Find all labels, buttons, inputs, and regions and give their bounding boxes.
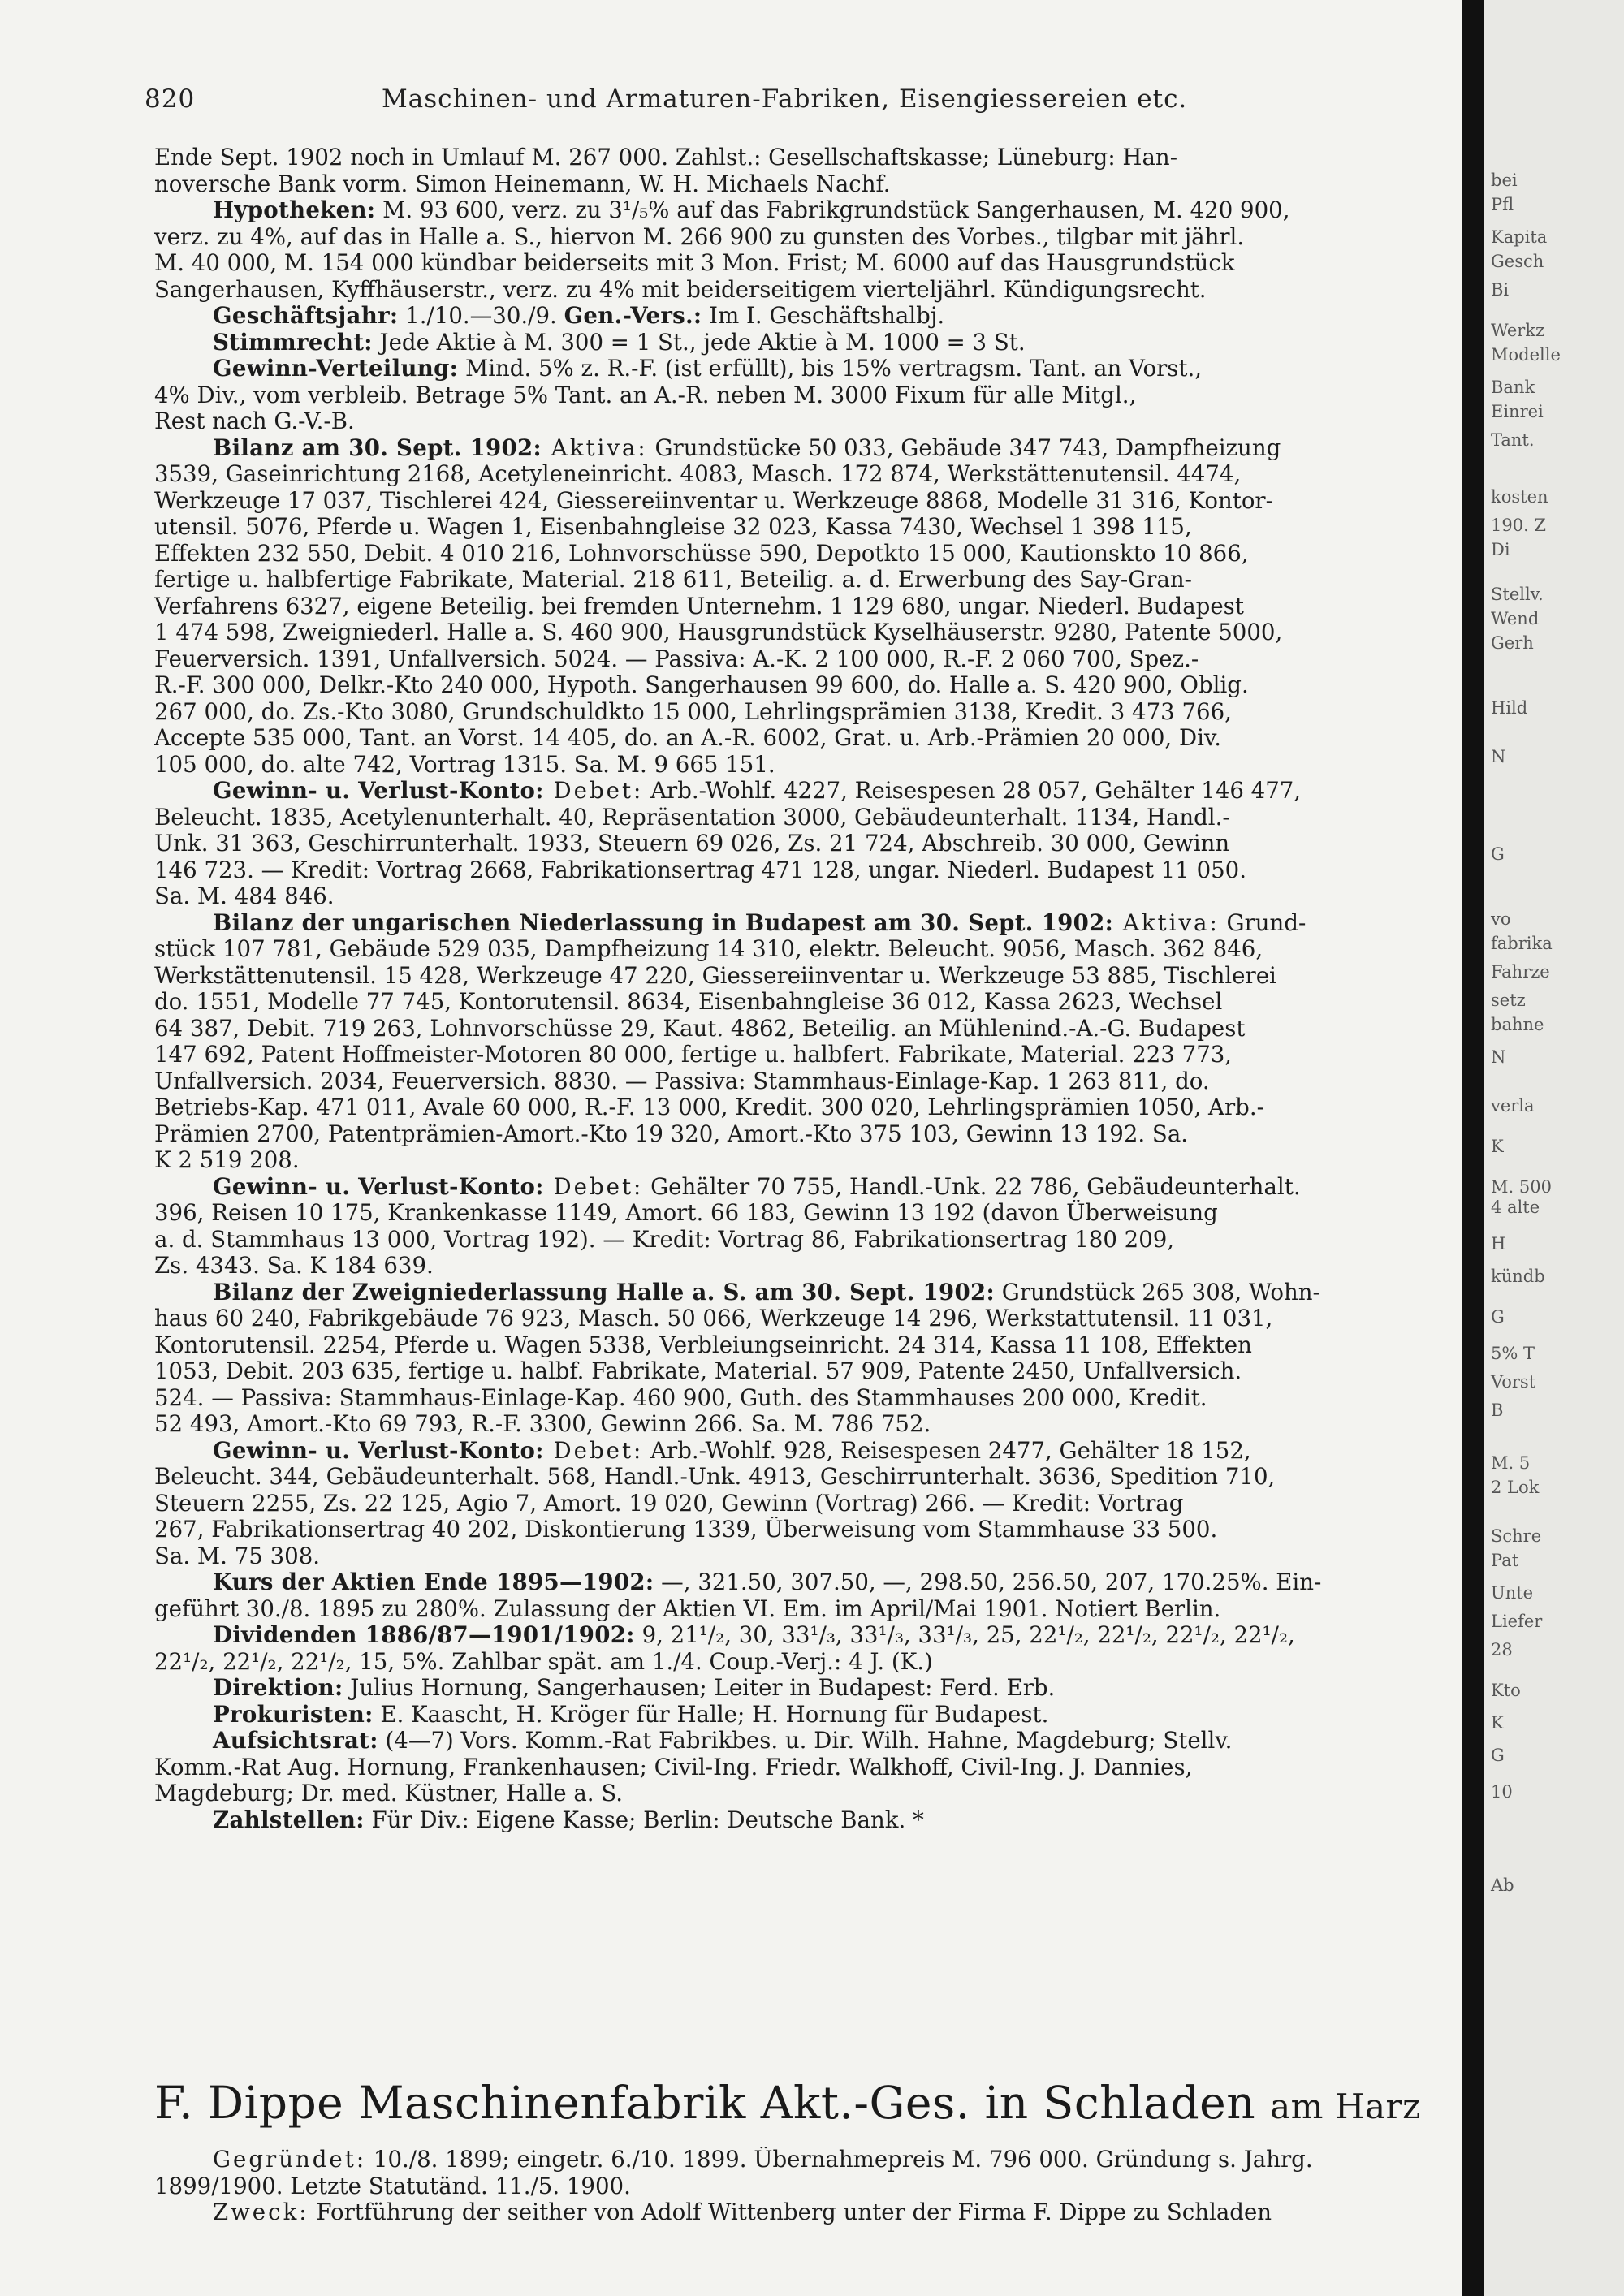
facing-page-fragment: Einrei bbox=[1491, 402, 1544, 421]
report-line bbox=[154, 619, 1445, 646]
line-text: Kontorutensil. 2254, Pferde u. Wagen 5338, Verbleiungseinricht. 24 314, Kassa 11 108, Effekten bbox=[154, 1331, 1252, 1358]
spaced-label: Debet: bbox=[543, 1437, 644, 1464]
line-text: Beleucht. 1835, Acetylenunterhalt. 40, Repräsentation 3000, Gebäudeunterhalt. 1134, Handl.- bbox=[154, 804, 1230, 831]
running-title: Maschinen- und Armaturen-Fabriken, Eisengiessereien etc. bbox=[382, 84, 1188, 114]
line-text: 10./8. 1899; eingetr. 6./10. 1899. Übernahmepreis M. 796 000. Gründung s. Jahrg. bbox=[366, 2147, 1313, 2173]
report-line bbox=[154, 356, 1445, 382]
facing-page-fragment: Fahrze bbox=[1491, 962, 1550, 982]
facing-page-fragment: Bi bbox=[1491, 280, 1510, 300]
report-line bbox=[154, 1491, 1445, 1517]
line-text: Unfallversich. 2034, Feuerversich. 8830. — Passiva: Stammhaus-Einlage-Kap. 1 263 811, do. bbox=[154, 1068, 1210, 1094]
report-line bbox=[154, 1253, 1445, 1280]
spaced-label: Gegründet: bbox=[213, 2147, 367, 2173]
report-line bbox=[154, 1754, 1445, 1781]
line-text: Zs. 4343. Sa. K 184 639. bbox=[154, 1253, 434, 1279]
company-heading bbox=[154, 2077, 1462, 2129]
report-line bbox=[154, 1807, 1445, 1834]
spaced-label: Debet: bbox=[543, 778, 644, 804]
line-text: utensil. 5076, Pferde u. Wagen 1, Eisenbahngleise 32 023, Kassa 7430, Wechsel 1 398 115, bbox=[154, 514, 1192, 540]
company-name: F. Dippe Maschinenfabrik Akt.-Ges. in Schladen bbox=[154, 2077, 1256, 2129]
line-text: Grund- bbox=[1219, 909, 1307, 936]
line-text: 1 474 598, Zweigniederl. Halle a. S. 460 900, Hausgrundstück Kyselhäuserstr. 9280, Patente 5000, bbox=[154, 619, 1283, 645]
facing-page-fragment: N bbox=[1491, 1047, 1506, 1067]
company-line bbox=[154, 2173, 1445, 2200]
line-text: Mind. 5% z. R.-F. (ist erfüllt), bis 15% vertragsm. Tant. an Vorst., bbox=[458, 356, 1203, 382]
line-text: R.-F. 300 000, Delkr.-Kto 240 000, Hypoth. Sangerhausen 99 600, do. Halle a. S. 420 900, Oblig. bbox=[154, 672, 1249, 698]
report-line bbox=[154, 699, 1445, 726]
facing-page-fragment: G bbox=[1491, 1307, 1505, 1327]
line-text: Steuern 2255, Zs. 22 125, Agio 7, Amort. 19 020, Gewinn (Vortrag) 266. — Kredit: Vortrag bbox=[154, 1490, 1184, 1517]
report-line bbox=[154, 197, 1445, 224]
line-text: Sangerhausen, Kyffhäuserstr., verz. zu 4% mit beiderseitigem vierteljährl. Kündigungsrecht. bbox=[154, 276, 1207, 303]
facing-page-fragment: kosten bbox=[1491, 487, 1548, 507]
facing-page-fragment: Gerh bbox=[1491, 633, 1534, 653]
section-label: Prokuristen: bbox=[213, 1701, 374, 1728]
spaced-label: Debet: bbox=[543, 1173, 644, 1200]
facing-page-fragment: K bbox=[1491, 1713, 1504, 1733]
line-text: 64 387, Debit. 719 263, Lohnvorschüsse 29, Kaut. 4862, Beteilig. an Mühlenind.-A.-G. Budapest bbox=[154, 1015, 1246, 1042]
line-text: haus 60 240, Fabrikgebäude 76 923, Masch. 50 066, Werkzeuge 14 296, Werkstattutensil. 11 031, bbox=[154, 1306, 1273, 1331]
line-text: E. Kaascht, H. Kröger für Halle; H. Hornung für Budapest. bbox=[373, 1701, 1049, 1728]
line-text: Magdeburg; Dr. med. Küstner, Halle a. S. bbox=[154, 1780, 624, 1806]
report-line bbox=[154, 1728, 1445, 1754]
line-text: M. 40 000, M. 154 000 kündbar beiderseits mit 3 Mon. Frist; M. 6000 auf das Hausgrundstück bbox=[154, 250, 1235, 276]
facing-page-fragment: M. 5 bbox=[1491, 1453, 1531, 1473]
report-line bbox=[154, 1649, 1445, 1676]
report-line bbox=[154, 488, 1445, 515]
report-line bbox=[154, 303, 1445, 330]
report-line bbox=[154, 1596, 1445, 1623]
line-text: Für Div.: Eigene Kasse; Berlin: Deutsche Bank. * bbox=[364, 1806, 924, 1833]
facing-page-fragment: Ab bbox=[1491, 1875, 1514, 1895]
line-text: geführt 30./8. 1895 zu 280%. Zulassung der Aktien VI. Em. im April/Mai 1901. Notiert Berlin. bbox=[154, 1595, 1221, 1622]
section-label: Gewinn-Verteilung: bbox=[213, 356, 459, 382]
line-text: Rest nach G.-V.-B. bbox=[154, 408, 355, 434]
report-line bbox=[154, 1780, 1445, 1807]
facing-page-fragment: 2 Lok bbox=[1491, 1478, 1540, 1497]
section-label: Hypotheken: bbox=[213, 197, 376, 223]
facing-page-fragment: Kapita bbox=[1491, 227, 1548, 247]
report-line bbox=[154, 567, 1445, 593]
line-text: a. d. Stammhaus 13 000, Vortrag 192). — Kredit: Vortrag 86, Fabrikationsertrag 180 209, bbox=[154, 1226, 1175, 1253]
line-text: fertige u. halbfertige Fabrikate, Material. 218 611, Beteilig. a. d. Erwerbung des Say-Gran- bbox=[154, 567, 1192, 593]
report-line bbox=[154, 461, 1445, 488]
line-text: Beleucht. 344, Gebäudeunterhalt. 568, Handl.-Unk. 4913, Geschirrunterhalt. 3636, Spedition 710, bbox=[154, 1464, 1276, 1490]
line-text: Komm.-Rat Aug. Hornung, Frankenhausen; Civil-Ing. Friedr. Walkhoff, Civil-Ing. J. Dannies, bbox=[154, 1754, 1193, 1780]
line-text: 524. — Passiva: Stammhaus-Einlage-Kap. 460 900, Guth. des Stammhauses 200 000, Kredit. bbox=[154, 1384, 1207, 1411]
report-line bbox=[154, 1174, 1445, 1201]
facing-page-fragment: 190. Z bbox=[1491, 516, 1547, 535]
line-text: Im I. Geschäftshalbj. bbox=[702, 303, 945, 329]
line-text: Julius Hornung, Sangerhausen; Leiter in Budapest: Ferd. Erb. bbox=[343, 1675, 1056, 1701]
facing-page-fragment: N bbox=[1491, 747, 1506, 766]
report-line bbox=[154, 883, 1445, 910]
report-line bbox=[154, 593, 1445, 620]
report-line bbox=[154, 1385, 1445, 1412]
report-line bbox=[154, 171, 1445, 198]
line-text: Gehälter 70 755, Handl.-Unk. 22 786, Gebäudeunterhalt. bbox=[643, 1173, 1301, 1200]
facing-page-fragment: Tant. bbox=[1491, 430, 1535, 450]
report-line bbox=[154, 989, 1445, 1016]
line-text: stück 107 781, Gebäude 529 035, Dampfheizung 14 310, elektr. Beleucht. 9056, Masch. 362 846, bbox=[154, 936, 1263, 962]
facing-page-fragment: G bbox=[1491, 1746, 1505, 1765]
report-line bbox=[154, 277, 1445, 304]
report-line bbox=[154, 1675, 1445, 1702]
facing-page-fragment: 4 alte bbox=[1491, 1198, 1540, 1217]
spaced-label: Aktiva: bbox=[1113, 909, 1220, 936]
line-text: Werkzeuge 17 037, Tischlerei 424, Giessereiinventar u. Werkzeuge 8868, Modelle 31 316, Kontor- bbox=[154, 487, 1273, 514]
report-line bbox=[154, 1121, 1445, 1148]
report-line bbox=[154, 1411, 1445, 1438]
line-text: Arb.-Wohlf. 928, Reisespesen 2477, Gehälter 18 152, bbox=[643, 1437, 1251, 1464]
line-text: 396, Reisen 10 175, Krankenkasse 1149, Amort. 66 183, Gewinn 13 192 (davon Überweisung bbox=[154, 1200, 1218, 1226]
facing-page-fragment: Schre bbox=[1491, 1526, 1542, 1546]
facing-page-fragment: Stellv. bbox=[1491, 585, 1544, 604]
report-line bbox=[154, 1358, 1445, 1385]
report-line bbox=[154, 1016, 1445, 1042]
report-line bbox=[154, 1622, 1445, 1649]
facing-page-fragment: Kto bbox=[1491, 1681, 1521, 1700]
report-line bbox=[154, 435, 1445, 462]
facing-page-fragment: fabrika bbox=[1491, 934, 1553, 953]
section-label: Geschäftsjahr: bbox=[213, 303, 399, 329]
report-line bbox=[154, 1094, 1445, 1121]
facing-page-fragment: Gesch bbox=[1491, 252, 1544, 271]
company-report-text bbox=[154, 145, 1445, 1833]
facing-page-fragment: vo bbox=[1491, 909, 1511, 929]
line-text: 1899/1900. Letzte Statutänd. 11./5. 1900. bbox=[154, 2173, 631, 2199]
facing-page-fragment: Di bbox=[1491, 540, 1510, 559]
line-text: Betriebs-Kap. 471 011, Avale 60 000, R.-F. 13 000, Kredit. 300 020, Lehrlingsprämien 1050, Arb.- bbox=[154, 1094, 1264, 1120]
line-text: Arb.-Wohlf. 4227, Reisespesen 28 057, Gehälter 146 477, bbox=[643, 778, 1302, 804]
spaced-label: Aktiva: bbox=[542, 434, 648, 461]
report-line bbox=[154, 1464, 1445, 1491]
facing-page-fragment: Unte bbox=[1491, 1583, 1534, 1603]
report-line bbox=[154, 250, 1445, 277]
line-text: 267, Fabrikationsertrag 40 202, Diskontierung 1339, Überweisung vom Stammhause 33 500. bbox=[154, 1517, 1218, 1543]
line-text: Accepte 535 000, Tant. an Vorst. 14 405, do. an A.-R. 6002, Grat. u. Arb.-Prämien 20 000, Div. bbox=[154, 725, 1222, 751]
report-line bbox=[154, 145, 1445, 171]
line-text: Prämien 2700, Patentprämien-Amort.-Kto 19 320, Amort.-Kto 375 103, Gewinn 13 192. Sa. bbox=[154, 1120, 1189, 1147]
facing-page-fragment: K bbox=[1491, 1137, 1504, 1156]
facing-page-fragment: Pfl bbox=[1491, 195, 1514, 214]
company-details-text bbox=[154, 2147, 1445, 2226]
report-line bbox=[154, 514, 1445, 541]
section-label: Stimmrecht: bbox=[213, 329, 373, 356]
report-line bbox=[154, 1702, 1445, 1728]
line-text: 147 692, Patent Hoffmeister-Motoren 80 000, fertige u. halbfert. Fabrikate, Material. 223 773, bbox=[154, 1042, 1233, 1068]
line-text: 4% Div., vom verbleib. Betrage 5% Tant. an A.-R. neben M. 3000 Fixum für alle Mitgl., bbox=[154, 382, 1137, 408]
section-label: Aufsichtsrat: bbox=[213, 1728, 378, 1754]
company-line bbox=[154, 2199, 1445, 2226]
report-line bbox=[154, 408, 1445, 435]
report-line bbox=[154, 1042, 1445, 1068]
section-label: Zahlstellen: bbox=[213, 1806, 365, 1833]
report-line bbox=[154, 725, 1445, 752]
line-text: Grundstücke 50 033, Gebäude 347 743, Dampfheizung bbox=[647, 434, 1281, 461]
line-text: 22¹/₂, 22¹/₂, 22¹/₂, 15, 5%. Zahlbar spät. am 1./4. Coup.-Verj.: 4 J. (K.) bbox=[154, 1648, 933, 1675]
facing-page-fragment: Vorst bbox=[1491, 1372, 1536, 1392]
report-line bbox=[154, 1227, 1445, 1254]
page-number: 820 bbox=[145, 84, 196, 114]
report-line bbox=[154, 1200, 1445, 1227]
facing-page-fragment: 5% T bbox=[1491, 1344, 1535, 1363]
report-line bbox=[154, 1068, 1445, 1095]
facing-page-fragment: kündb bbox=[1491, 1267, 1545, 1286]
line-text: (4—7) Vors. Komm.-Rat Fabrikbes. u. Dir. Wilh. Hahne, Magdeburg; Stellv. bbox=[378, 1728, 1233, 1754]
line-text: Effekten 232 550, Debit. 4 010 216, Lohnvorschüsse 590, Depotkto 15 000, Kautionskto 10 866, bbox=[154, 540, 1249, 567]
facing-page-fragment: Pat bbox=[1491, 1551, 1519, 1570]
report-line bbox=[154, 672, 1445, 699]
line-text: Grundstück 265 308, Wohn- bbox=[995, 1279, 1320, 1306]
line-text: —, 321.50, 307.50, —, 298.50, 256.50, 207, 170.25%. Ein- bbox=[654, 1569, 1322, 1595]
report-line bbox=[154, 778, 1445, 805]
facing-page-fragment: M. 500 bbox=[1491, 1177, 1552, 1197]
facing-page-edge bbox=[1484, 0, 1624, 2296]
line-text: 3539, Gaseinrichtung 2168, Acetyleneinricht. 4083, Masch. 172 874, Werkstättenutensil. 4474, bbox=[154, 461, 1242, 487]
report-line bbox=[154, 646, 1445, 673]
report-line bbox=[154, 224, 1445, 251]
facing-page-fragment: B bbox=[1491, 1400, 1504, 1420]
section-label: Gewinn- u. Verlust-Konto: bbox=[213, 1437, 544, 1464]
report-line bbox=[154, 805, 1445, 831]
report-line bbox=[154, 831, 1445, 857]
line-text: noversche Bank vorm. Simon Heinemann, W. H. Michaels Nachf. bbox=[154, 170, 891, 197]
report-line bbox=[154, 1517, 1445, 1543]
facing-page-fragment: Modelle bbox=[1491, 345, 1561, 365]
section-label: Bilanz der Zweigniederlassung Halle a. S. am 30. Sept. 1902: bbox=[213, 1279, 996, 1306]
line-text: 52 493, Amort.-Kto 69 793, R.-F. 3300, Gewinn 266. Sa. M. 786 752. bbox=[154, 1411, 931, 1437]
line-text: Verfahrens 6327, eigene Beteilig. bei fremden Unternehm. 1 129 680, ungar. Niederl. Budapest bbox=[154, 593, 1244, 619]
report-line bbox=[154, 1438, 1445, 1465]
line-text: 1053, Debit. 203 635, fertige u. halbf. Fabrikate, Material. 57 909, Patente 2450, Unfallversich. bbox=[154, 1358, 1242, 1384]
facing-page-fragment: Hild bbox=[1491, 698, 1528, 718]
facing-page-fragment: Liefer bbox=[1491, 1612, 1543, 1631]
report-line bbox=[154, 1280, 1445, 1306]
section-label: Dividenden 1886/87—1901/1902: bbox=[213, 1622, 635, 1648]
report-line bbox=[154, 541, 1445, 568]
line-text: 9, 21¹/₂, 30, 33¹/₃, 33¹/₃, 33¹/₃, 25, 22¹/₂, 22¹/₂, 22¹/₂, 22¹/₂, bbox=[634, 1622, 1295, 1648]
report-line bbox=[154, 857, 1445, 884]
facing-page-fragment: Werkz bbox=[1491, 321, 1545, 340]
section-label: Gen.-Vers.: bbox=[564, 303, 702, 329]
facing-page-fragment: bei bbox=[1491, 170, 1518, 190]
line-text: 146 723. — Kredit: Vortrag 2668, Fabrikationsertrag 471 128, ungar. Niederl. Budapest 11 050. bbox=[154, 857, 1247, 883]
facing-page-fragment: Wend bbox=[1491, 609, 1540, 628]
line-text: Sa. M. 484 846. bbox=[154, 883, 335, 909]
facing-page-fragment: verla bbox=[1491, 1096, 1535, 1116]
company-name-suffix: am Harz bbox=[1270, 2087, 1421, 2126]
line-text: M. 93 600, verz. zu 3¹/₅% auf das Fabrikgrundstück Sangerhausen, M. 420 900, bbox=[375, 197, 1290, 223]
line-text: Werkstättenutensil. 15 428, Werkzeuge 47 220, Giessereiinventar u. Werkzeuge 53 885, Tischlerei bbox=[154, 962, 1276, 989]
report-line bbox=[154, 1147, 1445, 1174]
section-label: Kurs der Aktien Ende 1895—1902: bbox=[213, 1569, 654, 1595]
report-line bbox=[154, 1332, 1445, 1359]
report-line bbox=[154, 1543, 1445, 1570]
report-line bbox=[154, 752, 1445, 779]
report-line bbox=[154, 330, 1445, 356]
report-line bbox=[154, 936, 1445, 963]
line-text: Ende Sept. 1902 noch in Umlauf M. 267 000. Zahlst.: Gesellschaftskasse; Lüneburg: Han- bbox=[154, 145, 1178, 170]
facing-page-fragment: setz bbox=[1491, 990, 1526, 1010]
book-gutter-shadow bbox=[1462, 0, 1484, 2296]
line-text: 1./10.—30./9. bbox=[398, 303, 564, 329]
line-text: 267 000, do. Zs.-Kto 3080, Grundschuldkto 15 000, Lehrlingsprämien 3138, Kredit. 3 473 766, bbox=[154, 698, 1232, 725]
facing-page-fragment: Bank bbox=[1491, 378, 1535, 397]
facing-page-fragment: G bbox=[1491, 844, 1505, 864]
line-text: Jede Aktie à M. 300 = 1 St., jede Aktie à M. 1000 = 3 St. bbox=[372, 329, 1026, 356]
spaced-label: Zweck: bbox=[213, 2199, 309, 2225]
report-line bbox=[154, 1306, 1445, 1332]
facing-page-fragment: bahne bbox=[1491, 1015, 1544, 1034]
report-line bbox=[154, 963, 1445, 990]
facing-page-fragment: 28 bbox=[1491, 1640, 1513, 1659]
line-text: K 2 519 208. bbox=[154, 1147, 300, 1173]
report-line bbox=[154, 910, 1445, 937]
line-text: verz. zu 4%, auf das in Halle a. S., hiervon M. 266 900 zu gunsten des Vorbes., tilgbar mit jährl. bbox=[154, 223, 1245, 250]
facing-page-fragment: 10 bbox=[1491, 1782, 1513, 1802]
line-text: Sa. M. 75 308. bbox=[154, 1543, 321, 1569]
section-label: Gewinn- u. Verlust-Konto: bbox=[213, 1173, 544, 1200]
line-text: Feuerversich. 1391, Unfallversich. 5024. — Passiva: A.-K. 2 100 000, R.-F. 2 060 700, Spez.- bbox=[154, 645, 1199, 672]
section-label: Gewinn- u. Verlust-Konto: bbox=[213, 778, 544, 804]
report-line bbox=[154, 382, 1445, 409]
facing-page-fragment: H bbox=[1491, 1234, 1506, 1254]
line-text: Unk. 31 363, Geschirrunterhalt. 1933, Steuern 69 026, Zs. 21 724, Abschreib. 30 000, Gewinn bbox=[154, 831, 1230, 857]
section-label: Bilanz am 30. Sept. 1902: bbox=[213, 434, 542, 461]
company-line bbox=[154, 2147, 1445, 2173]
section-label: Bilanz der ungarischen Niederlassung in Budapest am 30. Sept. 1902: bbox=[213, 909, 1114, 936]
line-text: do. 1551, Modelle 77 745, Kontorutensil. 8634, Eisenbahngleise 36 012, Kassa 2623, Wechsel bbox=[154, 989, 1223, 1015]
line-text: 105 000, do. alte 742, Vortrag 1315. Sa. M. 9 665 151. bbox=[154, 751, 775, 778]
line-text: Fortführung der seither von Adolf Wittenberg unter der Firma F. Dippe zu Schladen bbox=[309, 2199, 1272, 2225]
section-label: Direktion: bbox=[213, 1675, 343, 1701]
report-line bbox=[154, 1569, 1445, 1596]
